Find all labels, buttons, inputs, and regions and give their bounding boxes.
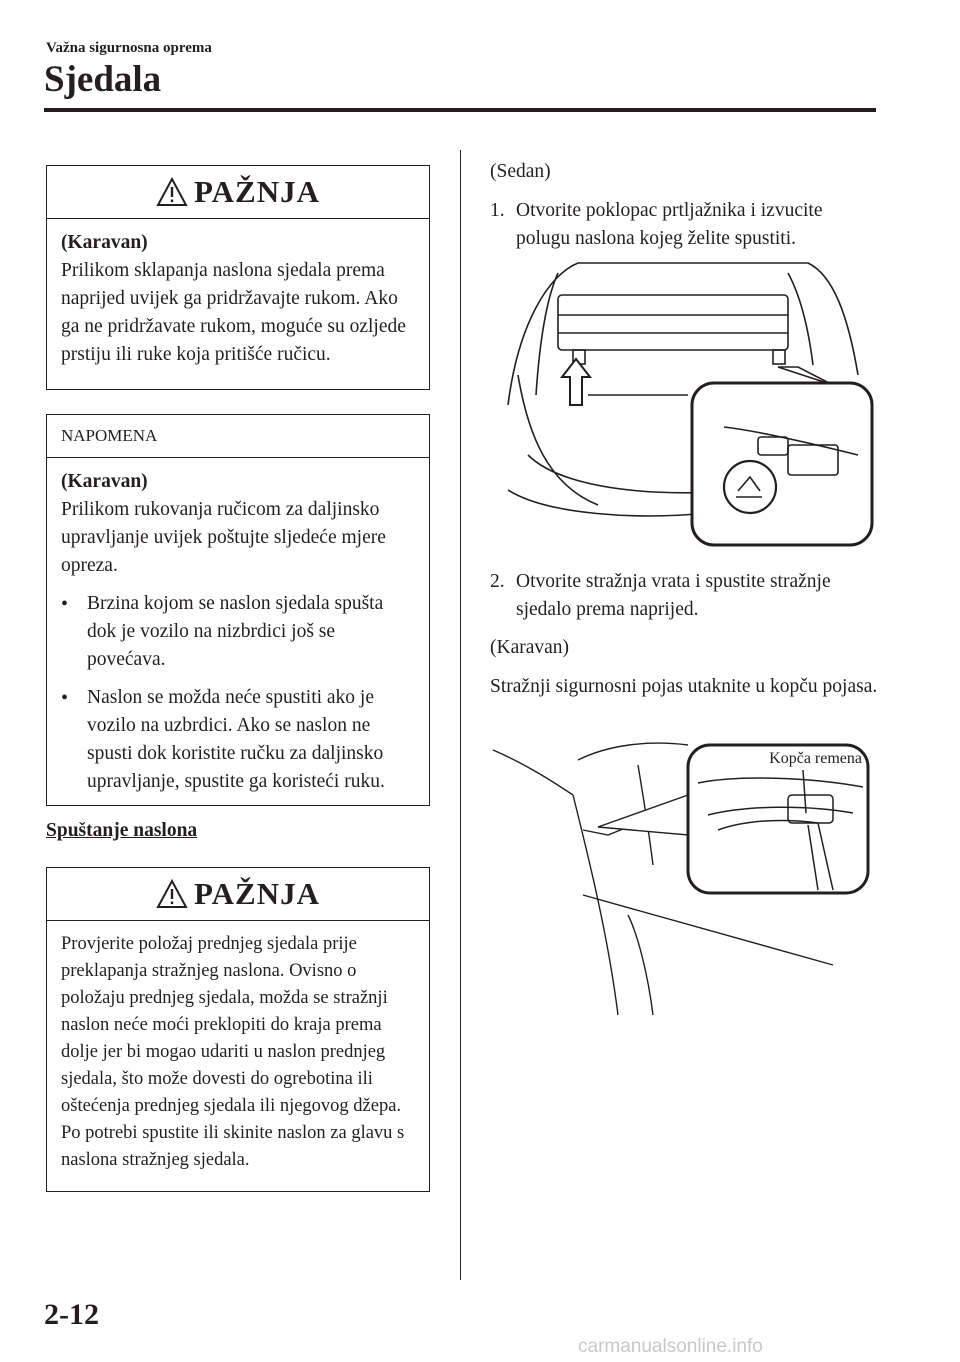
- bullet-dot: •: [61, 593, 69, 615]
- step-text: Otvorite poklopac prtljažnika i izvucite polugu naslona kojeg želite spustiti.: [516, 200, 823, 249]
- trunk-illustration: [488, 255, 878, 550]
- bullet-dot: •: [61, 687, 69, 709]
- note-title: NAPOMENA: [61, 426, 158, 445]
- step-number: 1.: [490, 200, 505, 221]
- caution-body: [47, 219, 429, 381]
- caution-body: [47, 921, 429, 1186]
- caution-text: Po potrebi spustite ili skinite naslon za glavu s naslona stražnjeg sjedala.: [61, 1123, 405, 1170]
- note-header: [47, 415, 429, 458]
- karavan-text: Stražnji sigurnosni pojas utaknite u kopču pojasa.: [490, 676, 878, 697]
- caution-title: PAŽNJA: [194, 876, 320, 911]
- bullet-text: Brzina kojom se naslon sjedala spušta dok je vozilo na nizbrdici još se povećava.: [87, 593, 384, 670]
- caution-box-2: [46, 867, 430, 1192]
- caution-box-1: [46, 165, 430, 390]
- sedan-heading: (Sedan): [490, 161, 551, 182]
- note-body: [47, 458, 429, 808]
- section-label: Važna sigurnosna oprema: [46, 40, 212, 56]
- warning-icon: [156, 879, 188, 909]
- caution-title: PAŽNJA: [194, 174, 320, 209]
- caution-header: [47, 868, 429, 921]
- step-text: Otvorite stražnja vrata i spustite stražnje sjedalo prema naprijed.: [516, 571, 831, 620]
- buckle-callout: Kopča remena: [769, 750, 862, 767]
- step-2: [490, 568, 880, 624]
- column-divider: [460, 150, 461, 1280]
- caution-header: [47, 166, 429, 219]
- caution-text: Prilikom sklapanja naslona sjedala prema naprijed uvijek ga pridržavajte rukom. Ako ga ne pridržavate rukom, moguće su ozljede prstiju ili ruke koja pritišće ručicu.: [61, 260, 406, 365]
- note-box: [46, 414, 430, 806]
- caution-subtitle: (Karavan): [61, 232, 148, 253]
- karavan-heading: (Karavan): [490, 637, 570, 658]
- warning-icon: [156, 177, 188, 207]
- sub-heading: Spuštanje naslona: [46, 820, 198, 841]
- watermark: carmanualsonline.info: [578, 1336, 763, 1357]
- note-bullet: [61, 684, 415, 796]
- caution-text: Provjerite položaj prednjeg sjedala prije preklapanja stražnjeg naslona. Ovisno o položaju prednjeg sjedala, možda se stražnji naslon neće moći preklopiti do kraja prema dolje jer bi mogao udariti u naslon prednjeg sjedala, što može dovesti do ogrebotina ili oštećenja prednjeg sjedala ili njegovog džepa.: [61, 934, 402, 1116]
- page-number: 2-12: [44, 1298, 99, 1331]
- note-bullet: [61, 590, 415, 674]
- page-title: Sjedala: [44, 59, 162, 100]
- seatbelt-illustration: [488, 735, 878, 1020]
- bullet-text: Naslon se možda neće spustiti ako je vozilo na uzbrdici. Ako se naslon ne spusti dok koristite ručku za daljinsko upravljanje, spustite ga koristeći ruku.: [87, 687, 385, 792]
- note-text: Prilikom rukovanja ručicom za daljinsko upravljanje uvijek poštujte sljedeće mjere opreza.: [61, 499, 386, 576]
- header-rule: [44, 108, 876, 112]
- note-subtitle: (Karavan): [61, 471, 148, 492]
- up-arrow-icon: [562, 359, 590, 405]
- step-number: 2.: [490, 571, 505, 592]
- step-1: [490, 197, 880, 253]
